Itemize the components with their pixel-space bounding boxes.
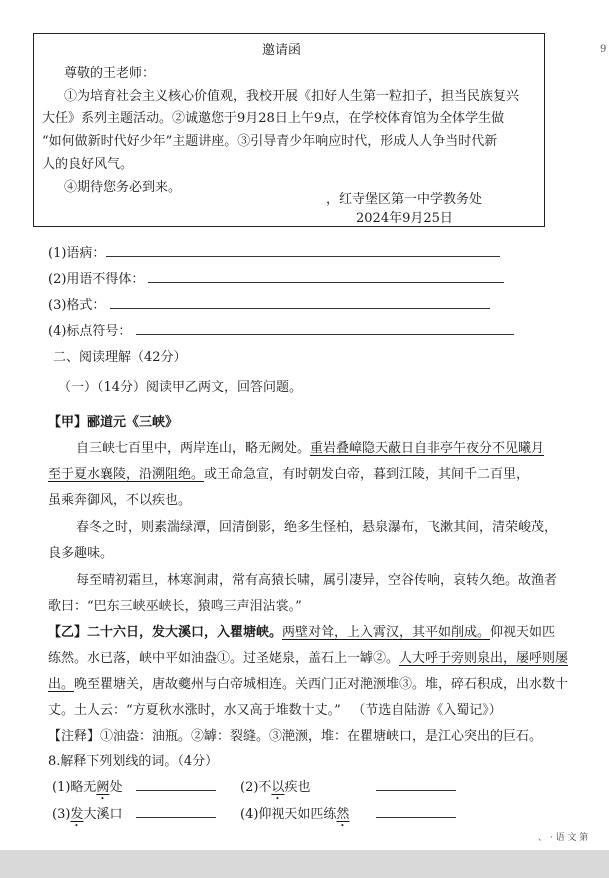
q8-item-4: (4)仰视天如匹练然 (240, 807, 350, 822)
side-mark: 9 (600, 44, 607, 55)
q8-target-word-2: 以 (271, 780, 285, 795)
q8-item-3: (3)发大溪口 (52, 807, 123, 822)
yi-line-2: 练然。水已落，峡中平如油盎①。过圣姥泉，盖石上一罅②。人大呼于旁则泉出，屡呼则屡 (48, 651, 569, 666)
yi-underlined-2: 人大呼于旁则泉出，屡呼则屡 (399, 651, 569, 666)
page-footer: 、 · 语 文 第 (538, 833, 589, 843)
q8-item-1: (1)略无阙处 (52, 780, 123, 795)
q8-answer-line-2[interactable] (376, 790, 456, 791)
jia-p3-line-1: 每至晴初霜旦，林寒涧肃，常有高猿长啸，属引凄异，空谷传响，哀转久绝。故渔者 (76, 573, 558, 588)
answer-line-1[interactable] (106, 256, 500, 257)
q8-answer-line-3[interactable] (136, 817, 216, 818)
letter-line-2: 大任》系列主题活动。②诚邀您于9月28日上午9点，在学校体育馆为全体学生做 (42, 111, 505, 126)
letter-title: 邀请函 (262, 43, 302, 58)
q8-target-word-1: 阙 (96, 780, 110, 795)
jia-p3-line-2: 歌曰：“巴东三峡巫峡长，猿鸣三声泪沾裳。” (48, 599, 302, 614)
letter-greeting: 尊敬的王老师： (64, 66, 156, 81)
q8-answer-line-4[interactable] (376, 817, 456, 818)
jia-p1-line-3: 虽乘奔御风，不以疾也。 (48, 493, 192, 508)
answer-line-2[interactable] (148, 282, 504, 283)
yi-underlined-1: 两壁对耸，上入霄汉，其平如削成。 (282, 625, 491, 640)
question-8-title: 8.解释下列划线的词。（4分） (48, 754, 219, 769)
answer-line-4[interactable] (136, 334, 514, 335)
jia-p1-line-1: 自三峡七百里中，两岸连山，略无阙处。重岩叠嶂隐天蔽日自非亭午夜分不见曦月 (76, 441, 545, 456)
answer-label-2: (2)用语不得体： (48, 272, 145, 287)
answer-label-1: (1)语病： (48, 246, 106, 261)
answer-line-3[interactable] (110, 308, 490, 309)
section-title: 二、阅读理解（42分） (53, 350, 187, 365)
yi-line-4: 丈。土人云：“方夏秋水涨时，水又高于堆数十丈。” （节选自陆游《入蜀记》） (48, 703, 502, 718)
letter-line-3: “如何做新时代好少年”主题讲座。③引导青少年响应时代，形成人人争当时代新 (42, 134, 498, 149)
answer-label-3: (3)格式： (48, 298, 106, 313)
letter-date: 2024年9月25日 (356, 211, 453, 226)
jia-p2-line-2: 良多趣味。 (48, 546, 114, 561)
q8-target-word-3: 发 (70, 807, 84, 822)
letter-line-4: 人的良好风气。 (42, 157, 134, 172)
q8-answer-line-1[interactable] (136, 790, 216, 791)
notes: 【注释】①油盎：油瓶。②罅：裂缝。③滟滪，堆：在瞿塘峡口，是江心突出的巨石。 (48, 729, 543, 744)
sub-section-title: （一）（14分）阅读甲乙两文，回答问题。 (58, 380, 303, 395)
jia-underlined-sentence: 重岩叠嶂隐天蔽日自非亭午夜分不见曦月 (310, 441, 545, 456)
letter-line-1: ①为培育社会主义核心价值观，我校开展《扣好人生第一粒扣子，担当民族复兴 (64, 89, 520, 104)
jia-p1-line-2: 至于夏水襄陵，沿溯阻绝。或王命急宣，有时朝发白帝，暮到江陵，其间千二百里， (48, 467, 530, 482)
q8-target-word-4: 然 (336, 807, 350, 822)
letter-closing: ④期待您务必到来。 (64, 180, 182, 195)
yi-line-1: 【乙】二十六日，发大溪口，入瞿塘峡。两壁对耸，上入霄汉，其平如削成。仰视天如匹 (48, 625, 556, 640)
q8-item-2: (2)不以疾也 (240, 780, 311, 795)
letter-signature: ，红寺堡区第一中学教务处 (326, 192, 483, 207)
jia-header: 【甲】郦道元《三峡》 (48, 415, 179, 430)
jia-p2-line-1: 春冬之时，则素湍绿潭，回清倒影，绝多生怪柏，悬泉瀑布，飞漱其间，清荣峻茂， (76, 520, 558, 535)
yi-source: （节选自陆游《入蜀记》） (358, 703, 502, 718)
answer-label-4: (4)标点符号： (48, 324, 132, 339)
yi-line-3: 出。晚至瞿塘关，唐故夔州与白帝城相连。关西门正对滟滪堆③。堆，碎石积成，出水数十 (48, 677, 569, 692)
scanner-bottom-bar (0, 850, 609, 878)
